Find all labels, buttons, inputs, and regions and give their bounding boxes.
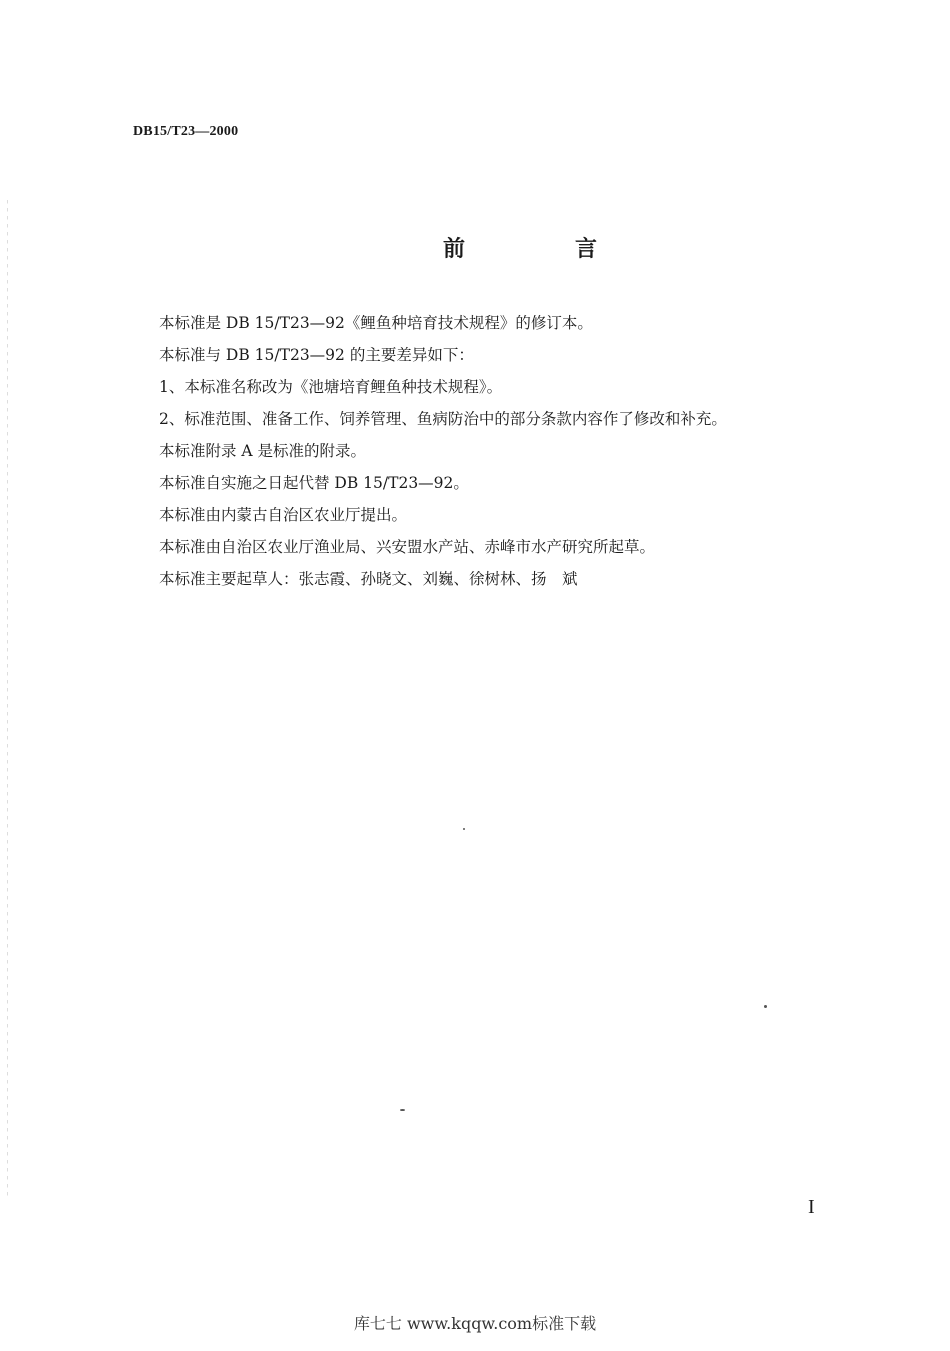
footer-watermark: 库七七 www.kqqw.com标准下载	[353, 1314, 597, 1333]
binding-edge	[7, 200, 8, 1200]
page-number: I	[808, 1196, 815, 1218]
paragraph: 本标准是 DB 15/T23—92《鲤鱼种培育技术规程》的修订本。	[159, 314, 593, 332]
paragraph: 本标准自实施之日起代替 DB 15/T23—92。	[159, 474, 469, 492]
page-title: 前 言	[443, 236, 642, 262]
paragraph: 本标准与 DB 15/T23—92 的主要差异如下：	[159, 346, 474, 364]
paragraph: 本标准由内蒙古自治区农业厅提出。	[159, 506, 408, 524]
paragraph: 2、标准范围、准备工作、饲养管理、鱼病防治中的部分条款内容作了修改和补充。	[159, 410, 727, 428]
paragraph: 本标准附录 A 是标准的附录。	[159, 442, 367, 460]
paragraph: 1、本标准名称改为《池塘培育鲤鱼种技术规程》。	[159, 378, 503, 396]
scan-speck	[400, 1109, 405, 1111]
paragraph: 本标准由自治区农业厅渔业局、兴安盟水产站、赤峰市水产研究所起草。	[159, 538, 656, 556]
paragraph: 本标准主要起草人：张志霞、孙晓文、刘巍、徐树林、扬 斌	[159, 570, 578, 588]
scan-speck	[463, 828, 465, 830]
foreword-body	[159, 310, 819, 598]
document-code: DB15/T23—2000	[133, 124, 239, 139]
scan-speck	[764, 1005, 767, 1008]
